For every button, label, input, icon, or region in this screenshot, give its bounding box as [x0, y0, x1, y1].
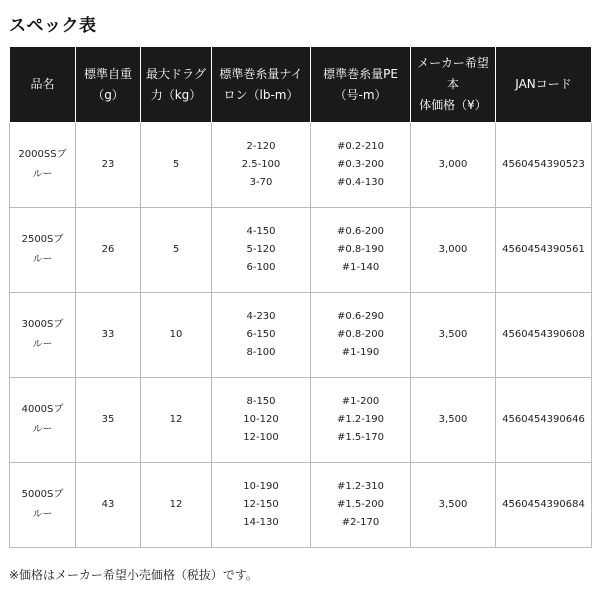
- pe-cell: #0.6-290 #0.8-200 #1-190: [311, 293, 411, 378]
- weight-cell: 35: [76, 378, 141, 463]
- drag-cell: 12: [141, 463, 212, 548]
- header-max-drag: 最大ドラグ 力（kg）: [141, 47, 212, 123]
- table-row: [10, 293, 592, 378]
- header-weight: 標準自重 （g）: [76, 47, 141, 123]
- nylon-cell: 4-150 5-120 6-100: [212, 208, 311, 293]
- weight-cell: 43: [76, 463, 141, 548]
- header-price: メーカー希望本 体価格（¥）: [411, 47, 496, 123]
- header-product-name: 品名: [10, 47, 76, 123]
- nylon-cell: 4-230 6-150 8-100: [212, 293, 311, 378]
- page-title: スペック表: [9, 16, 97, 36]
- drag-cell: 5: [141, 208, 212, 293]
- product-name-cell: 2000SSブ ルー: [10, 123, 76, 208]
- table-row: [10, 378, 592, 463]
- jan-cell: 4560454390684: [496, 463, 592, 548]
- table-row: [10, 208, 592, 293]
- product-name-cell: 3000Sブ ルー: [10, 293, 76, 378]
- table-row: [10, 123, 592, 208]
- drag-cell: 12: [141, 378, 212, 463]
- weight-cell: 23: [76, 123, 141, 208]
- product-name-cell: 2500Sブ ルー: [10, 208, 76, 293]
- drag-cell: 10: [141, 293, 212, 378]
- weight-cell: 33: [76, 293, 141, 378]
- jan-cell: 4560454390561: [496, 208, 592, 293]
- jan-cell: 4560454390523: [496, 123, 592, 208]
- pe-cell: #1-200 #1.2-190 #1.5-170: [311, 378, 411, 463]
- header-jan-code: JANコード: [496, 47, 592, 123]
- price-cell: 3,000: [411, 208, 496, 293]
- jan-cell: 4560454390646: [496, 378, 592, 463]
- header-pe-capacity: 標準巻糸量PE （号-m）: [311, 47, 411, 123]
- header-nylon-capacity: 標準巻糸量ナイ ロン（lb-m）: [212, 47, 311, 123]
- product-name-cell: 5000Sブ ルー: [10, 463, 76, 548]
- drag-cell: 5: [141, 123, 212, 208]
- price-cell: 3,500: [411, 463, 496, 548]
- price-cell: 3,500: [411, 378, 496, 463]
- weight-cell: 26: [76, 208, 141, 293]
- jan-cell: 4560454390608: [496, 293, 592, 378]
- nylon-cell: 2-120 2.5-100 3-70: [212, 123, 311, 208]
- nylon-cell: 8-150 10-120 12-100: [212, 378, 311, 463]
- pe-cell: #1.2-310 #1.5-200 #2-170: [311, 463, 411, 548]
- table-header-row: [10, 47, 592, 123]
- nylon-cell: 10-190 12-150 14-130: [212, 463, 311, 548]
- product-name-cell: 4000Sブ ルー: [10, 378, 76, 463]
- spec-table: [9, 46, 592, 548]
- pe-cell: #0.2-210 #0.3-200 #0.4-130: [311, 123, 411, 208]
- pe-cell: #0.6-200 #0.8-190 #1-140: [311, 208, 411, 293]
- price-cell: 3,000: [411, 123, 496, 208]
- table-row: [10, 463, 592, 548]
- price-note: ※価格はメーカー希望小売価格（税抜）です。: [9, 568, 258, 582]
- price-cell: 3,500: [411, 293, 496, 378]
